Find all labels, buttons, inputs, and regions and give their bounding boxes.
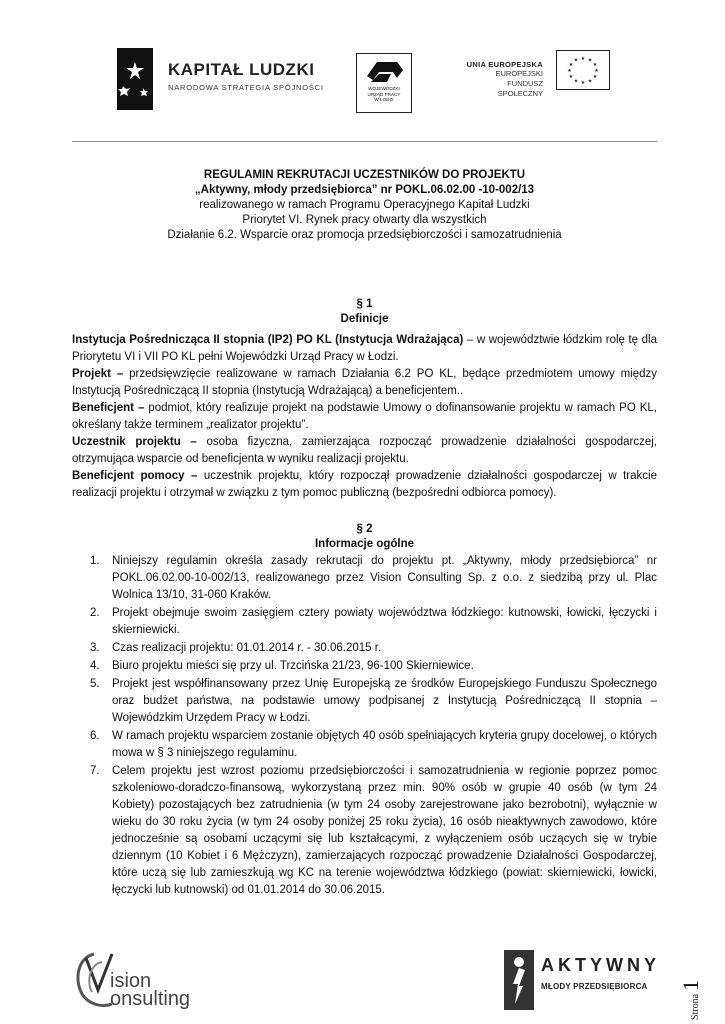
aktywny-logo-subtitle: MŁODY PRZEDSIĘBIORCA bbox=[541, 982, 648, 991]
eu-logo-text bbox=[461, 60, 543, 99]
definition-term: Instytucja Pośrednicząca II stopnia (IP2) PO KL (Instytucja Wdrażająca) bbox=[72, 334, 464, 346]
definition-text: przedsięwzięcie realizowane w ramach Działania 6.2 PO KL, będące przedmiotem umowy między Instytucją Pośredniczącą II stopnia (Instytucją Wdrażającą) a beneficjentem.. bbox=[72, 368, 658, 397]
wup-text bbox=[359, 86, 409, 103]
title-line-5: Działanie 6.2. Wsparcie oraz promocja przedsiębiorczości i samozatrudnienia bbox=[167, 229, 562, 241]
vision-line-1: ision bbox=[110, 970, 152, 992]
vision-line-2: onsulting bbox=[110, 988, 191, 1010]
page-word: Strona bbox=[690, 993, 701, 1020]
list-item-number: 1. bbox=[90, 555, 100, 567]
definition-item bbox=[72, 366, 657, 400]
svg-text:★: ★ bbox=[594, 68, 599, 74]
title-line-1: REGULAMIN REKRUTACJI UCZESTNIKÓW DO PROJEKTU bbox=[203, 169, 526, 181]
definitions-list bbox=[72, 332, 657, 502]
svg-text:★: ★ bbox=[580, 80, 586, 86]
section-1-title: Definicje bbox=[340, 313, 389, 325]
page-number-label bbox=[678, 880, 702, 1020]
kapital-ludzki-title: KAPITAŁ LUDZKI bbox=[168, 60, 315, 79]
section-2-title: Informacje ogólne bbox=[314, 538, 415, 550]
list-item bbox=[72, 728, 657, 762]
title-line-3: realizowanego w ramach Programu Operacyjnego Kapitał Ludzki bbox=[199, 199, 530, 211]
svg-text:★: ★ bbox=[592, 62, 598, 68]
definition-item bbox=[72, 468, 657, 502]
wup-lodz-logo bbox=[356, 53, 412, 113]
wup-line-2: URZĄD PRACY bbox=[367, 91, 401, 97]
list-item-text: Projekt obejmuje swoim zasięgiem cztery powiaty województwa łódzkiego: kutnowski, łowicki, łęczycki i skierniewicki. bbox=[112, 607, 657, 636]
page-number-rotated bbox=[678, 980, 704, 1020]
kapital-ludzki-logo-text bbox=[168, 60, 324, 92]
list-item bbox=[72, 605, 657, 639]
definition-item bbox=[72, 332, 657, 366]
svg-text:★: ★ bbox=[568, 74, 574, 80]
wup-line-3: W ŁODZI bbox=[374, 97, 394, 102]
list-item bbox=[72, 676, 657, 727]
definition-text: – w województwie łódzkim rolę tę dla Priorytetu VI i VII PO KL pełni Wojewódzki Urząd Pracy w Łodzi. bbox=[72, 334, 657, 363]
list-item-text: Niniejszy regulamin określa zasady rekrutacji do projektu pt. „Aktywny, młody przedsiębiorca” nr POKL.06.02.00-10-002/13, realizowanego przez Vision Consulting Sp. z o.o. z siedzibą przy ul. Plac Wolnica 13/10, 31-060 Kraków. bbox=[112, 555, 657, 601]
svg-text:★: ★ bbox=[587, 57, 593, 64]
title-line-4: Priorytet VI. Rynek pracy otwarty dla wszystkich bbox=[242, 214, 487, 226]
list-item bbox=[72, 640, 657, 657]
list-item-text: Czas realizacji projektu: 01.01.2014 r. - 30.06.2015 r. bbox=[112, 642, 382, 654]
definition-term: Beneficjent pomocy – bbox=[72, 470, 198, 482]
list-item bbox=[72, 763, 657, 899]
definition-text: uczestnik projektu, który rozpoczął prowadzenie działalności gospodarczej w trakcie realizacji projektu i otrzymał w związku z tym pomoc publiczną (bezpośredni odbiorca pomocy). bbox=[72, 470, 657, 499]
wup-arrow-icon bbox=[363, 58, 405, 84]
svg-text:★: ★ bbox=[580, 56, 586, 62]
list-item-number: 4. bbox=[90, 660, 100, 672]
svg-text:★: ★ bbox=[567, 68, 572, 74]
svg-text:★: ★ bbox=[592, 74, 598, 80]
svg-text:★: ★ bbox=[573, 78, 579, 85]
list-item bbox=[72, 553, 657, 604]
section-1-heading bbox=[72, 297, 657, 327]
general-info-list bbox=[72, 553, 657, 900]
kapital-ludzki-emblem bbox=[117, 48, 153, 110]
eu-line-2: FUNDUSZ SPOŁECZNY bbox=[497, 79, 543, 98]
list-item-text: Biuro projektu mieści się przy ul. Trzcińska 21/23, 96-100 Skierniewice. bbox=[112, 660, 474, 672]
definition-term: Projekt – bbox=[72, 368, 124, 380]
document-title bbox=[72, 168, 657, 243]
definition-item bbox=[72, 400, 657, 434]
kapital-ludzki-subtitle: NARODOWA STRATEGIA SPÓJNOŚCI bbox=[168, 83, 324, 92]
definition-term: Beneficjent – bbox=[72, 402, 145, 414]
eu-line-1: EUROPEJSKI bbox=[495, 69, 543, 78]
list-item bbox=[72, 658, 657, 675]
aktywny-logo-title: AKTYWNY bbox=[541, 955, 660, 975]
list-item-text: W ramach projektu wsparciem zostanie objętych 40 osób spełniających kryteria grupy docelowej, o których mowa w § 3 niniejszego regulaminu. bbox=[112, 730, 657, 759]
section-1-number: § 1 bbox=[356, 298, 373, 310]
list-item-number: 6. bbox=[90, 730, 100, 742]
definition-text: podmiot, który realizuje projekt na podstawie Umowy o dofinansowanie projektu w ramach PO KL, określany także terminem „realizator projektu”. bbox=[72, 402, 657, 431]
page-number: 1 bbox=[678, 979, 703, 991]
svg-text:★: ★ bbox=[568, 62, 574, 68]
list-item-number: 5. bbox=[90, 678, 100, 690]
vision-consulting-logo-text bbox=[110, 972, 190, 1008]
svg-text:★: ★ bbox=[573, 57, 579, 64]
list-item-number: 7. bbox=[90, 765, 100, 777]
svg-text:★: ★ bbox=[587, 78, 593, 85]
definition-text: osoba fizyczna, zamierzająca rozpocząć prowadzenie działalności gospodarczej, otrzymująca wsparcie od beneficjenta w wyniku realizacji projektu. bbox=[72, 436, 657, 465]
header-logos bbox=[0, 40, 725, 120]
definition-term: Uczestnik projektu – bbox=[72, 436, 197, 448]
aktywny-figure-icon bbox=[504, 950, 534, 1010]
wup-line-1: WOJEWÓDZKI bbox=[368, 86, 400, 91]
title-line-2: „Aktywny, młody przedsiębiorca” nr POKL.06.02.00 -10-002/13 bbox=[194, 184, 535, 196]
eu-flag-icon bbox=[556, 50, 610, 90]
list-item-text: Celem projektu jest wzrost poziomu przedsiębiorczości i samozatrudnienia w regionie poprzez pomoc szkoleniowo-doradczo-finansową, wykorzystaną przez min. 90% osób w grupie 40 osób (w tym 24 Kobiety) pozostających bez zatrudnienia (w tym 24 osoby zarejestrowane jako bezrobotni), wyłącznie w wieku do 30 roku życia (w tym 24 osoby poniżej 25 roku życia), 16 osób nieaktywnych zawodowo, które jednocześnie są osobami uczącymi się lub kształcącymi, z wyłączeniem osób uczących się w trybie dziennym (10 Kobiet i 6 Mężczyzn), zamierzających rozpocząć prowadzenie Działalności Gospodarczej, które uczą się lub zamieszkują wg KC na terenie województwa łódzkiego (powiat: skierniewicki, łowicki, łęczycki lub kutnowski) od 01.01.2014 do 30.06.2015. bbox=[112, 765, 657, 896]
header-divider bbox=[72, 141, 657, 142]
list-item-text: Projekt jest współfinansowany przez Unię Europejską ze środków Europejskiego Funduszu Społecznego oraz budżet państwa, na podstawie umowy podpisanej z Instytucją Pośredniczącą II stopnia – Wojewódzkim Urzędem Pracy w Łodzi. bbox=[112, 678, 657, 724]
list-item-number: 3. bbox=[90, 642, 100, 654]
definition-item bbox=[72, 434, 657, 468]
eu-title: UNIA EUROPEJSKA bbox=[466, 60, 543, 69]
section-2-number: § 2 bbox=[356, 523, 373, 535]
section-2-heading bbox=[72, 522, 657, 552]
list-item-number: 2. bbox=[90, 607, 100, 619]
